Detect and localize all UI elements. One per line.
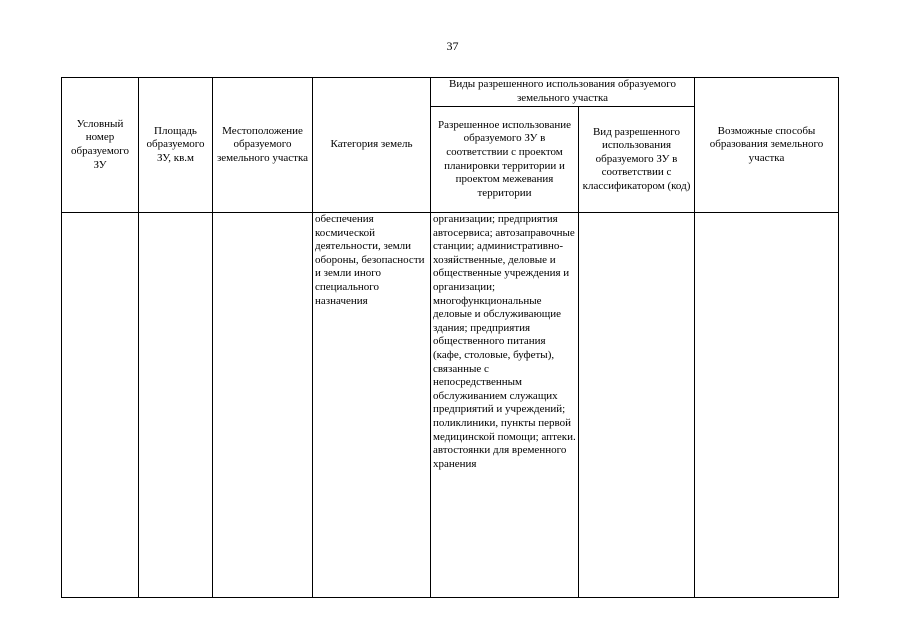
cell-formation-methods <box>695 213 839 598</box>
page-number: 37 <box>446 39 459 53</box>
header-permitted-use-group: Виды разрешенного использования образуемого земельного участка <box>431 78 695 107</box>
header-location: Местоположение образуемого земельного участка <box>213 78 313 213</box>
header-permitted-use-classifier: Вид разрешенного использования образуемого ЗУ в соответствии с классификатором (код) <box>579 107 695 213</box>
header-area: Площадь образуемого ЗУ, кв.м <box>139 78 213 213</box>
land-plot-table <box>61 77 839 598</box>
cell-permitted-use: организации; предприятия автосервиса; автозаправочные станции; административно-хозяйственные, деловые и общественные учреждения и организации; многофункциональные деловые и обслуживающие здания; предприятия общественного питания (кафе, столовые, буфеты), связанные с непосредственным обслуживанием служащих предприятий и учреждений; поликлиники, пункты первой медицинской помощи; аптеки. автостоянки для временного хранения <box>431 213 579 598</box>
cell-plot-number <box>62 213 139 598</box>
cell-area <box>139 213 213 598</box>
header-land-category: Категория земель <box>313 78 431 213</box>
header-plot-number: Условный номер образуемого ЗУ <box>62 78 139 213</box>
header-formation-methods: Возможные способы образования земельного участка <box>695 78 839 213</box>
cell-classifier-code <box>579 213 695 598</box>
header-permitted-use-project: Разрешенное использование образуемого ЗУ в соответствии с проектом планировки территории и проектом межевания территории <box>431 107 579 213</box>
cell-location <box>213 213 313 598</box>
cell-land-category: обеспечения космической деятельности, земли обороны, безопасности и земли иного специального назначения <box>313 213 431 598</box>
